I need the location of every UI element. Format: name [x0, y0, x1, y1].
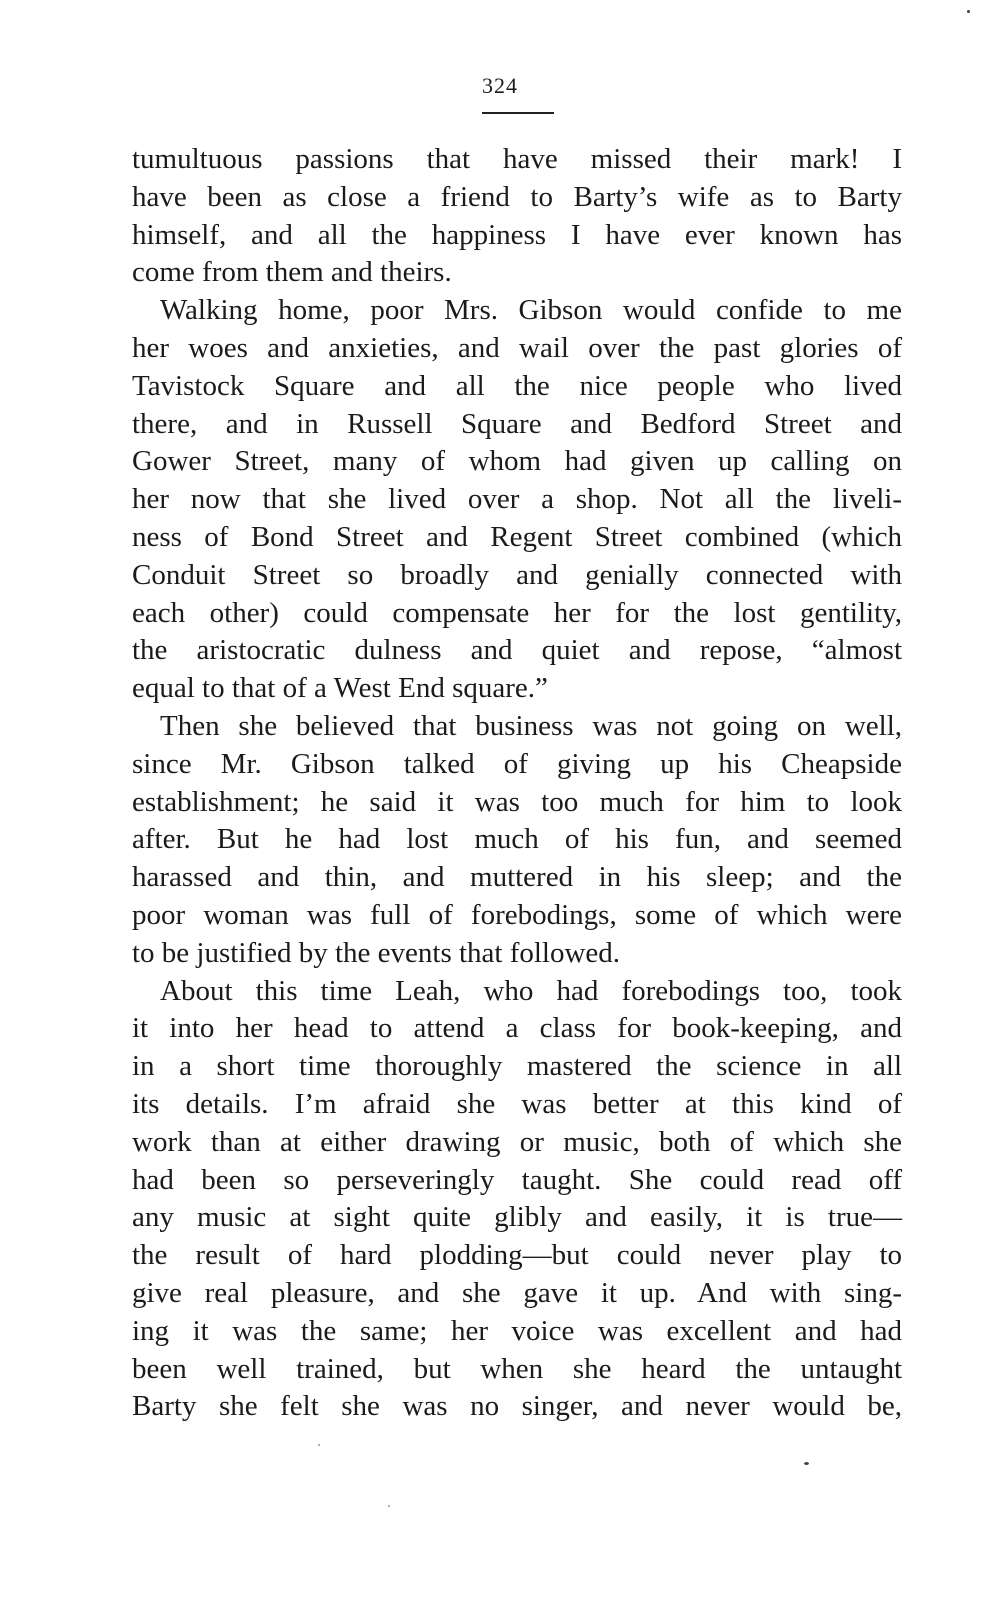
scan-speck [804, 1462, 809, 1465]
text-line: come from them and theirs. [132, 256, 452, 289]
text-line: poor woman was full of forebodings, some of which were [132, 898, 902, 931]
text-line: work than at either drawing or music, both of which she [132, 1125, 902, 1158]
text-line: in a short time thoroughly mastered the science in all [132, 1050, 902, 1083]
text-line: Then she believed that business was not going on well, [160, 709, 902, 742]
scan-speck [388, 1505, 390, 1507]
text-line: About this time Leah, who had forebodings too, took [160, 974, 902, 1007]
text-line: Conduit Street so broadly and genially connected with [132, 558, 902, 591]
text-line: each other) could compensate her for the lost gentility, [132, 596, 902, 629]
text-line: equal to that of a West End square.” [132, 672, 548, 705]
text-line: Barty she felt she was no singer, and never would be, [132, 1390, 902, 1423]
text-line: have been as close a friend to Barty’s wife as to Barty [132, 180, 902, 213]
scan-speck [967, 10, 970, 13]
text-line: since Mr. Gibson talked of giving up his Cheapside [132, 747, 902, 780]
text-line: ing it was the same; her voice was excellent and had [132, 1314, 902, 1347]
text-line: Walking home, poor Mrs. Gibson would confide to me [160, 294, 902, 327]
text-line: to be justified by the events that followed. [132, 936, 621, 969]
text-line: her woes and anxieties, and wail over the past glories of [132, 331, 902, 364]
text-line: the result of hard plodding—but could never play to [132, 1239, 902, 1272]
text-line: harassed and thin, and muttered in his sleep; and the [132, 861, 902, 894]
text-line: Tavistock Square and all the nice people who lived [132, 369, 902, 402]
text-line: it into her head to attend a class for book-keeping, and [132, 1012, 902, 1045]
text-line: its details. I’m afraid she was better at this kind of [132, 1087, 902, 1120]
text-line: establishment; he said it was too much for him to look [132, 785, 902, 818]
page-number: 324 [482, 73, 518, 98]
text-line: Gower Street, many of whom had given up calling on [132, 445, 902, 478]
text-line: after. But he had lost much of his fun, and seemed [132, 823, 902, 856]
text-line: the aristocratic dulness and quiet and repose, “almost [132, 634, 902, 667]
body-text [132, 141, 902, 1426]
text-line: her now that she lived over a shop. Not all the liveli- [132, 483, 902, 516]
text-line: give real pleasure, and she gave it up. And with sing- [132, 1276, 902, 1309]
text-line: himself, and all the happiness I have ever known has [132, 218, 902, 251]
page-number-rule [482, 112, 554, 114]
text-line: there, and in Russell Square and Bedford Street and [132, 407, 902, 440]
text-line: ness of Bond Street and Regent Street combined (which [132, 520, 902, 553]
text-line: tumultuous passions that have missed their mark! I [132, 143, 902, 175]
scan-speck [318, 1444, 320, 1446]
text-line: been well trained, but when she heard the untaught [132, 1352, 902, 1385]
text-line: any music at sight quite glibly and easily, it is true— [132, 1201, 902, 1234]
text-line: had been so perseveringly taught. She could read off [132, 1163, 902, 1196]
